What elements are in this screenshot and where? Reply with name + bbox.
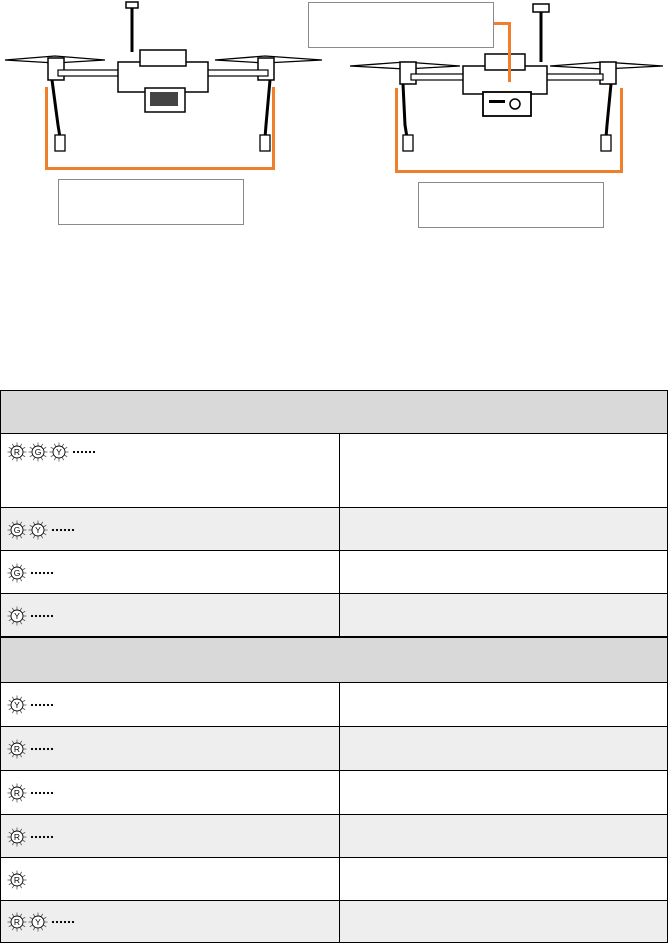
table-row xyxy=(0,815,668,858)
svg-text:Y: Y xyxy=(56,447,62,458)
led-pattern-cell xyxy=(0,771,340,814)
blink-dots xyxy=(30,835,54,839)
led-description-cell xyxy=(340,508,668,550)
svg-text:R: R xyxy=(13,447,21,458)
svg-text:G: G xyxy=(13,524,21,535)
led-y-icon xyxy=(7,606,27,626)
led-description-cell xyxy=(340,815,668,857)
led-sequence xyxy=(7,912,75,932)
blink-dots xyxy=(72,450,96,454)
led-pattern-cell xyxy=(0,815,340,857)
table-row xyxy=(0,727,668,771)
led-description-cell xyxy=(340,594,668,636)
led-sequence xyxy=(7,442,96,462)
table-row xyxy=(0,683,668,727)
table-row xyxy=(0,771,668,815)
led-pattern-cell xyxy=(0,508,340,550)
led-sequence xyxy=(7,695,54,715)
callout-leader-top-right-h xyxy=(494,22,510,25)
table-row xyxy=(0,551,668,594)
table-row xyxy=(0,901,668,943)
led-r-icon xyxy=(7,912,27,932)
svg-text:R: R xyxy=(13,874,21,885)
callout-box-bottom-left xyxy=(58,179,244,225)
led-description-cell xyxy=(340,901,668,942)
led-r-icon xyxy=(7,783,27,803)
led-y-icon xyxy=(28,520,48,540)
blink-dots xyxy=(51,528,75,532)
blink-dots xyxy=(30,747,54,751)
svg-text:Y: Y xyxy=(14,700,20,711)
callout-bracket-right-bottom xyxy=(395,170,623,173)
led-sequence xyxy=(7,739,54,759)
led-sequence xyxy=(7,827,54,847)
led-g-icon xyxy=(7,563,27,583)
callout-leader-top-right xyxy=(508,22,511,82)
table-row xyxy=(0,858,668,901)
blink-dots xyxy=(30,703,54,707)
led-g-icon xyxy=(7,520,27,540)
led-description-cell xyxy=(340,727,668,770)
svg-text:R: R xyxy=(13,917,21,928)
svg-text:Y: Y xyxy=(35,524,41,535)
svg-text:R: R xyxy=(13,744,21,755)
led-r-icon xyxy=(7,827,27,847)
led-sequence xyxy=(7,870,27,890)
led-r-icon xyxy=(7,442,27,462)
table-section-header xyxy=(0,390,668,434)
led-sequence xyxy=(7,606,54,626)
led-pattern-cell xyxy=(0,551,340,593)
table-row xyxy=(0,508,668,551)
led-pattern-cell xyxy=(0,434,340,507)
led-y-icon xyxy=(28,912,48,932)
callout-box-bottom-right xyxy=(418,182,604,228)
svg-text:R: R xyxy=(13,831,21,842)
led-r-icon xyxy=(7,739,27,759)
led-g-icon xyxy=(28,442,48,462)
callout-bracket-left-right xyxy=(272,87,275,169)
table-section-header xyxy=(0,637,668,683)
table-row xyxy=(0,594,668,637)
led-sequence xyxy=(7,520,75,540)
led-description-cell xyxy=(340,551,668,593)
callout-box-top-right xyxy=(308,2,494,48)
led-description-cell xyxy=(340,771,668,814)
led-pattern-cell xyxy=(0,594,340,636)
blink-dots xyxy=(30,614,54,618)
callout-bracket-right-right xyxy=(620,88,623,172)
led-description-cell xyxy=(340,683,668,726)
svg-text:R: R xyxy=(13,788,21,799)
led-pattern-cell xyxy=(0,901,340,942)
led-pattern-cell xyxy=(0,683,340,726)
callout-bracket-left-top xyxy=(45,87,48,169)
led-sequence xyxy=(7,563,54,583)
led-description-cell xyxy=(340,858,668,900)
svg-text:Y: Y xyxy=(35,917,41,928)
svg-text:G: G xyxy=(13,567,21,578)
led-description-cell xyxy=(340,434,668,507)
led-pattern-cell xyxy=(0,858,340,900)
led-y-icon xyxy=(49,442,69,462)
led-sequence xyxy=(7,783,54,803)
svg-text:G: G xyxy=(34,447,42,458)
svg-text:Y: Y xyxy=(14,610,20,621)
led-pattern-cell xyxy=(0,727,340,770)
drone-front-view xyxy=(0,0,330,170)
callout-bracket-left-bottom xyxy=(45,167,275,170)
led-y-icon xyxy=(7,695,27,715)
blink-dots xyxy=(30,571,54,575)
blink-dots xyxy=(30,791,54,795)
led-r-icon xyxy=(7,870,27,890)
drone-figure xyxy=(0,0,670,240)
table-row xyxy=(0,434,668,508)
callout-bracket-right-left xyxy=(395,88,398,172)
led-status-table xyxy=(0,390,670,950)
blink-dots xyxy=(51,920,75,924)
